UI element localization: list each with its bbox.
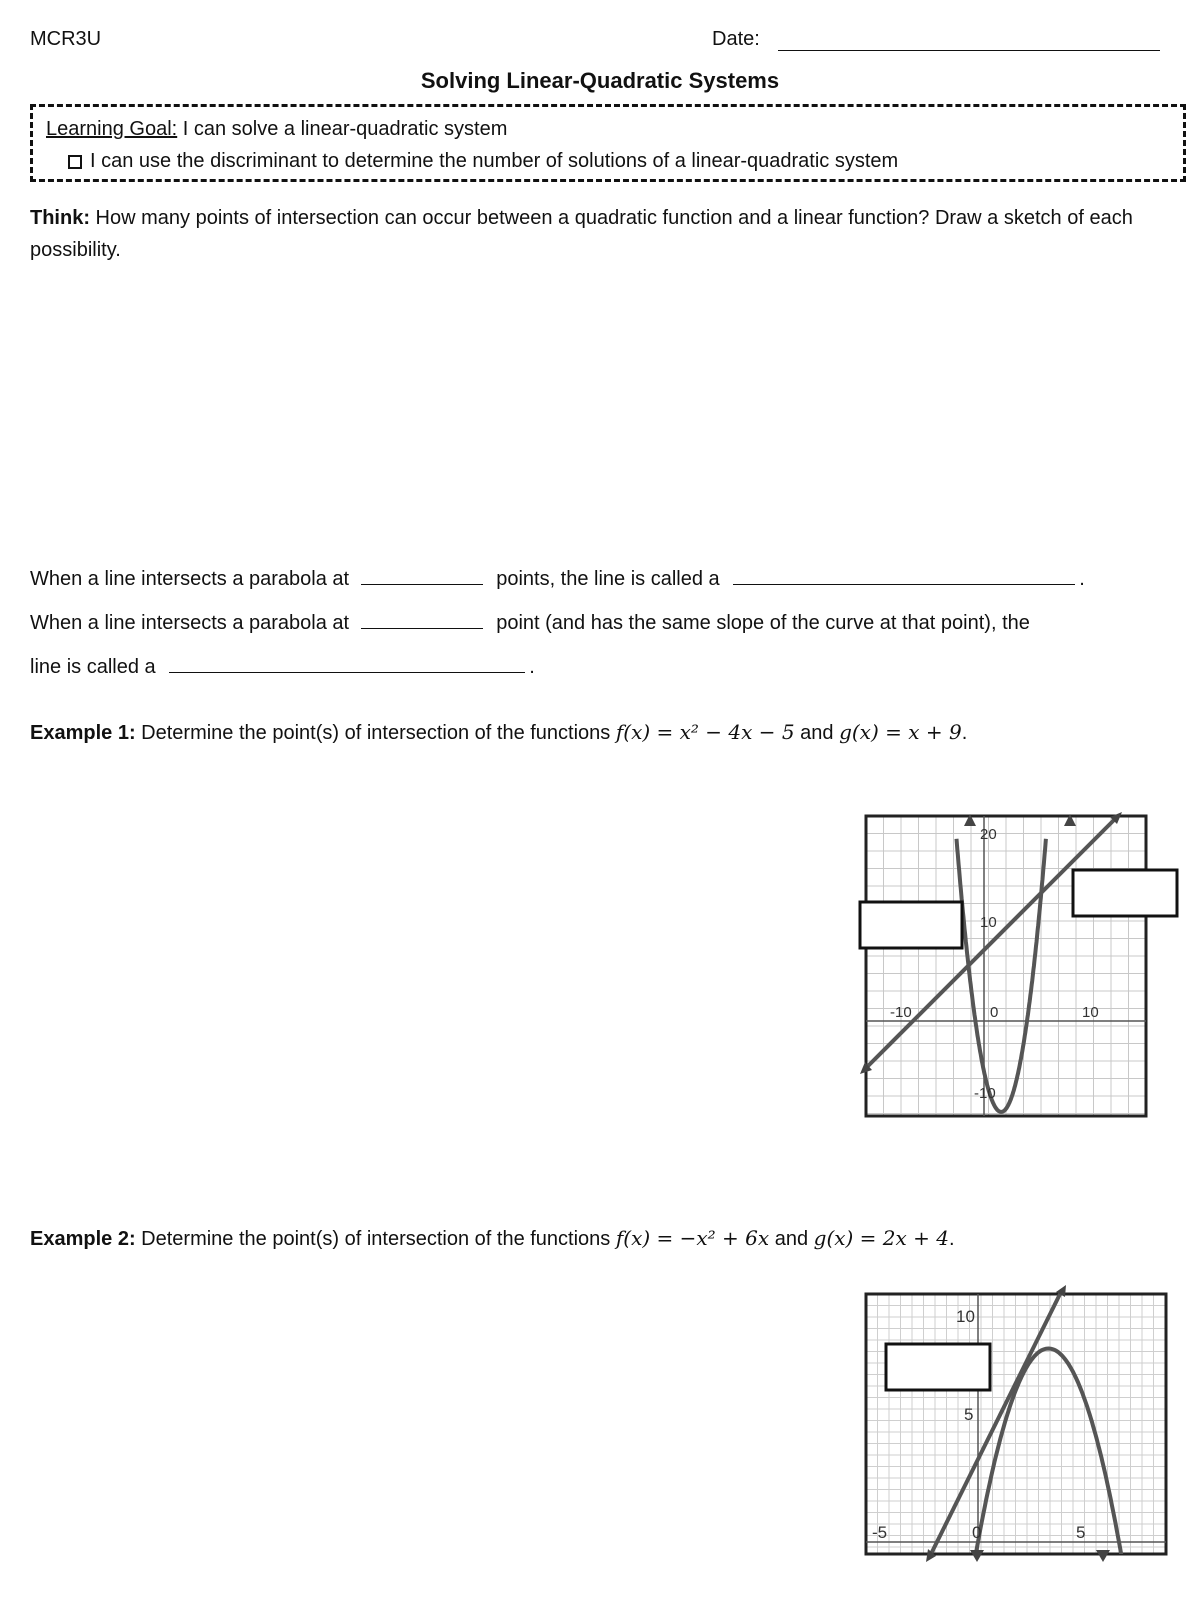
answer-blank[interactable]: [733, 568, 1075, 585]
tick-label: 0: [990, 1004, 999, 1021]
answer-blank[interactable]: [361, 612, 483, 629]
fill-in-line-2: [30, 612, 1030, 635]
example-2-g: g(x) = 2x + 4: [813, 1226, 950, 1250]
tick-label: 5: [1076, 1523, 1086, 1542]
example-1-end: .: [961, 722, 968, 744]
arrow-icon: [1096, 1550, 1110, 1562]
example-2-end: .: [949, 1228, 955, 1250]
answer-box[interactable]: [886, 1344, 990, 1390]
goal-checklist-item: [68, 150, 898, 173]
arrow-icon: [970, 1550, 984, 1562]
think-text: How many points of intersection can occur between a quadratic function and a linear function? Draw a sketch of each possibility.: [30, 207, 1133, 261]
fill-in-line-1: When a line intersects a parabola at points, the line is called a .: [30, 568, 1085, 590]
tick-label: 0: [972, 1523, 982, 1542]
example-1-f: f(x) = x² − 4x − 5: [615, 720, 795, 744]
tick-label: -10: [890, 1004, 912, 1021]
fill-in-text: points, the line is called a: [496, 568, 720, 590]
answer-blank[interactable]: [169, 656, 525, 673]
fill-in-line-3: line is called a .: [30, 656, 535, 678]
think-label: Think:: [30, 207, 90, 229]
tick-label: 10: [956, 1307, 975, 1326]
example-1-text: Determine the point(s) of intersection of the functions: [135, 722, 616, 744]
checklist-item-text: I can use the discriminant to determine the number of solutions of a linear-quadratic system: [90, 150, 899, 172]
graph-example-1: [856, 810, 1196, 1130]
tick-label: -10: [974, 1085, 996, 1102]
learning-goal: [46, 118, 507, 141]
date-label: Date:: [712, 28, 760, 50]
example-2-and: and: [769, 1228, 814, 1250]
example-1-label: Example 1:: [30, 722, 136, 744]
learning-goal-text: I can solve a linear-quadratic system: [177, 118, 508, 140]
tick-label: -5: [872, 1523, 888, 1542]
tick-label: 10: [1082, 1004, 1099, 1021]
example-2-f: f(x) = −x² + 6x: [615, 1226, 770, 1250]
checkbox-icon[interactable]: [68, 155, 82, 169]
answer-box[interactable]: [1073, 870, 1177, 916]
example-1-and: and: [794, 722, 840, 744]
tick-label: 20: [980, 826, 997, 843]
graph-2-line: [930, 1290, 1062, 1556]
page-title: Solving Linear-Quadratic Systems: [420, 68, 780, 93]
learning-goal-label: Learning Goal:: [46, 118, 178, 140]
fill-in-text: point (and has the same slope of the curve at that point), the: [496, 612, 1030, 634]
fill-in-text: When a line intersects a parabola at: [30, 612, 350, 634]
example-2: [30, 1226, 955, 1251]
example-2-text: Determine the point(s) of intersection of the functions: [135, 1228, 616, 1250]
course-code: MCR3U: [30, 28, 102, 50]
example-1-g: g(x) = x + 9: [839, 720, 962, 744]
fill-in-text: When a line intersects a parabola at: [30, 568, 350, 590]
graph-example-2: [856, 1284, 1176, 1564]
graph-2-parabola: [971, 1349, 1126, 1565]
answer-blank[interactable]: [361, 568, 483, 585]
fill-in-text: line is called a: [30, 656, 156, 678]
graph-2-grid: [866, 1294, 1166, 1554]
think-prompt: [30, 202, 1170, 266]
answer-box[interactable]: [860, 902, 962, 948]
tick-label: 10: [980, 914, 997, 931]
example-2-label: Example 2:: [30, 1228, 136, 1250]
example-1: [30, 720, 967, 745]
tick-label: 5: [964, 1405, 974, 1424]
date-blank[interactable]: [778, 50, 1160, 51]
graph-1-grid: [866, 816, 1146, 1116]
graph-1-parabola: [957, 839, 1046, 1112]
